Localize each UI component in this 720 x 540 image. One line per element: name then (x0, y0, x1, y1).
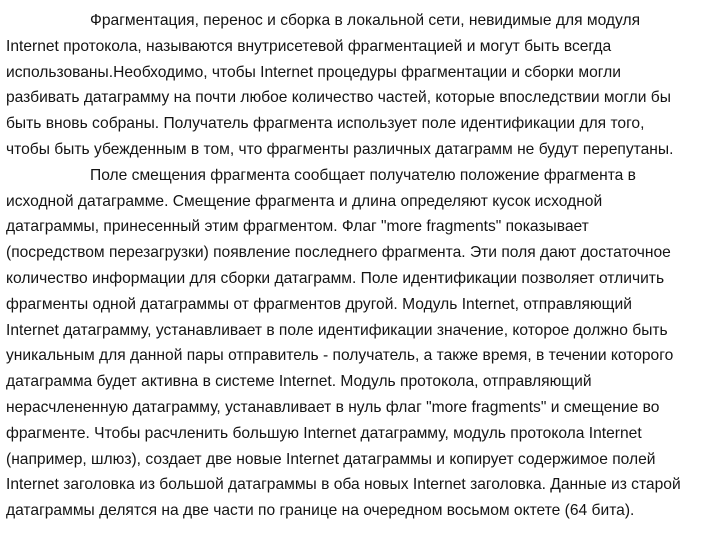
text-line: уникальным для данной пары отправитель - получатель, а также время, в течении которого (6, 347, 674, 365)
text-line: фрагменте. Чтобы расчленить большую Internet датаграмму, модуль протокола Internet (6, 424, 642, 442)
text-line: Internet заголовка из большой датаграммы в оба новых Internet заголовка. Данные из старой (6, 476, 681, 494)
text-line: (например, шлюз), создает две новые Internet датаграммы и копирует содержимое полей (6, 450, 656, 468)
text-line: датаграммы делятся на две части по границе на очередном восьмом октете (64 бита). (6, 502, 635, 520)
text-line: быть вновь собраны. Получатель фрагмента использует поле идентификации для того, (6, 115, 645, 133)
text-line: датаграмма будет активна в системе Internet. Модуль протокола, отправляющий (6, 373, 592, 391)
text-line: чтобы быть убежденным в том, что фрагменты различных датаграмм не будут перепутаны. (6, 140, 674, 158)
text-line: Internet датаграмму, устанавливает в поле идентификации значение, которое должно быть (6, 321, 668, 339)
text-line: Internet протокола, называются внутрисетевой фрагментацией и могут быть всегда (6, 37, 612, 55)
text-line: фрагменты одной датаграммы от фрагментов другой. Модуль Internet, отправляющий (6, 295, 632, 313)
text-line: количество информации для сборки датаграмм. Поле идентификации позволяет отличить (6, 269, 665, 287)
text-line: нерасчлененную датаграмму, устанавливает в нуль флаг "more fragments" и смещение во (6, 398, 660, 416)
text-line: использованы.Необходимо, чтобы Internet процедуры фрагментации и сборки могли (6, 63, 621, 81)
text-line: датаграммы, принесенный этим фрагментом. Флаг "more fragments" показывает (6, 218, 589, 236)
paragraph-first-line: Фрагментация, перенос и сборка в локальной сети, невидимые для модуля (90, 12, 641, 29)
paragraph-first-line: Поле смещения фрагмента сообщает получателю положение фрагмента в (90, 166, 636, 184)
text-line: (посредством перезагрузки) появление последнего фрагмента. Эти поля дают достаточное (6, 244, 671, 262)
text-line: разбивать датаграмму на почти любое количество частей, которые впоследствии могли бы (6, 89, 671, 107)
body-text (6, 8, 706, 524)
text-line: исходной датаграмме. Смещение фрагмента и длина определяют кусок исходной (6, 192, 603, 210)
